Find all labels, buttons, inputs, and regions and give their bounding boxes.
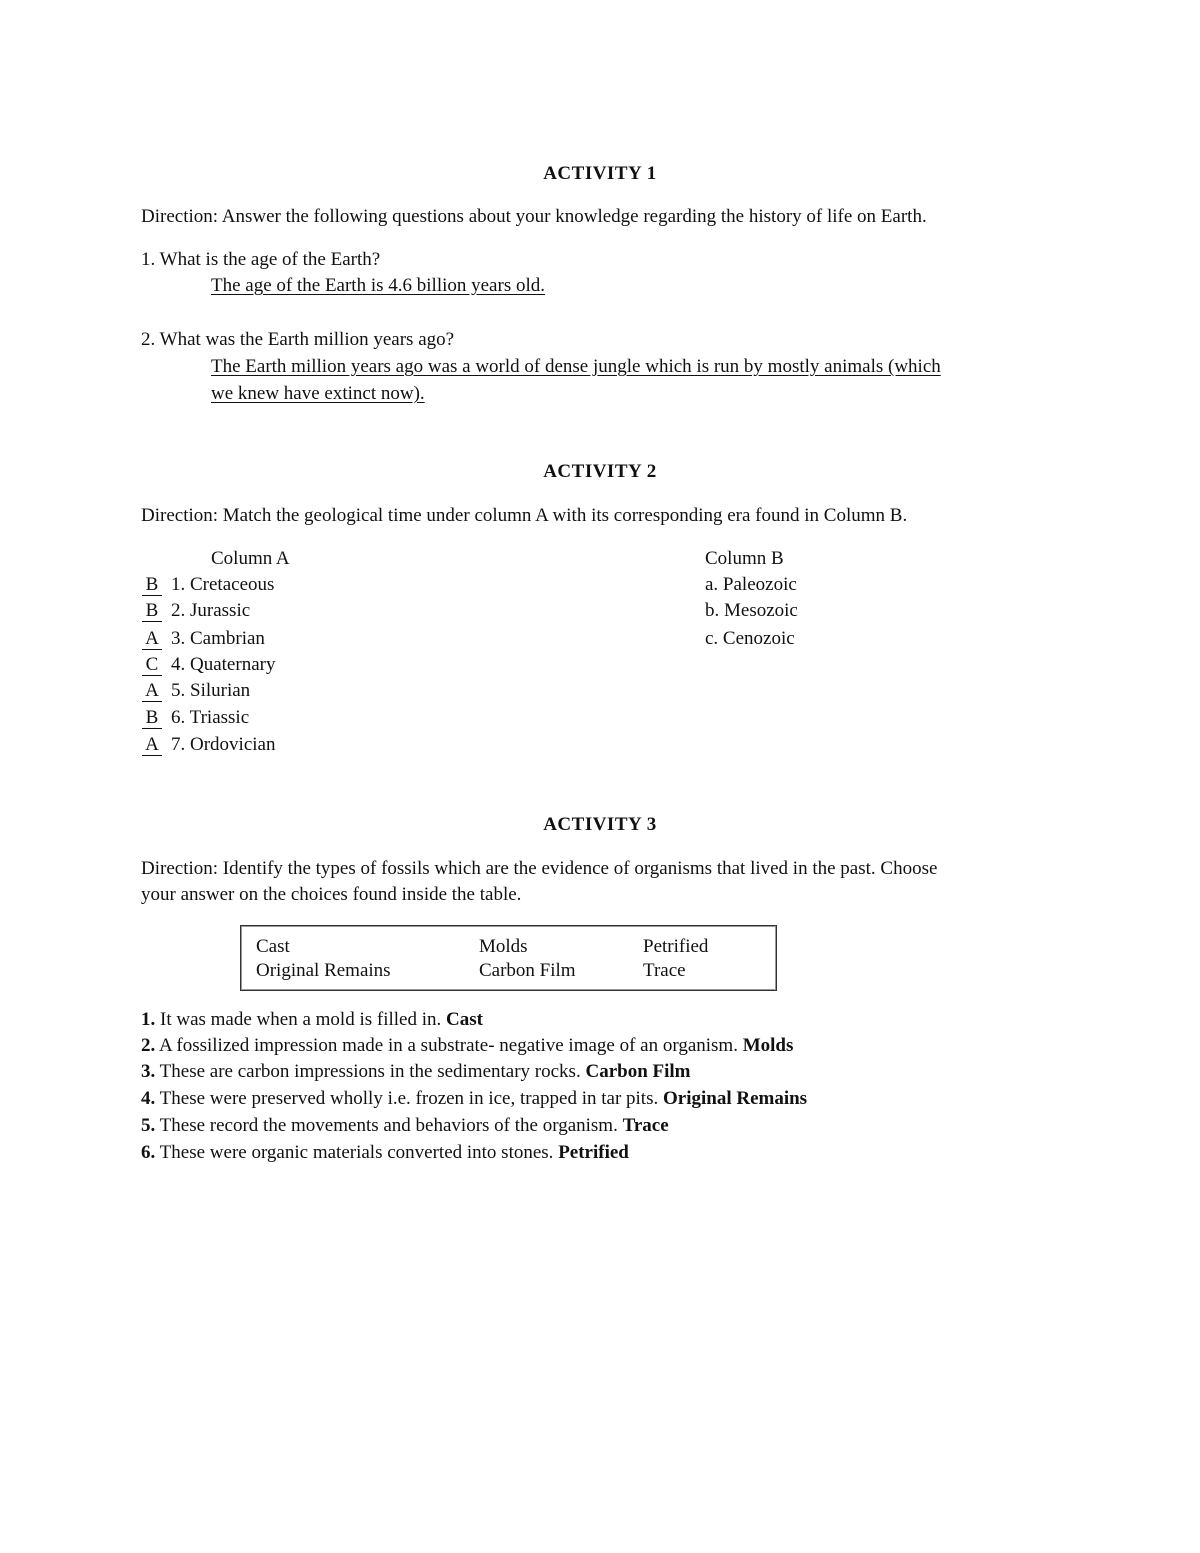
activity-3-heading: ACTIVITY 3 — [543, 814, 657, 835]
era-option: c. Cenozoic — [705, 628, 795, 649]
item-answer: Molds — [742, 1035, 794, 1056]
item-text: These are carbon impressions in the sedimentary rocks. — [159, 1061, 581, 1082]
activity-1-direction: Direction: Answer the following questions about your knowledge regarding the history of life on Earth. — [141, 206, 927, 227]
item-number: 3. — [141, 1061, 156, 1082]
item-number: 5. — [141, 1115, 156, 1136]
match-item-label: 5. Silurian — [171, 680, 251, 701]
answer-2-line-1: The Earth million years ago was a world of dense jungle which is run by mostly animals (which — [211, 356, 941, 377]
fossil-item — [141, 1007, 483, 1033]
match-item-label: 2. Jurassic — [171, 600, 251, 621]
match-item-label: 1. Cretaceous — [171, 574, 275, 595]
match-answer-blank: C — [142, 654, 162, 676]
item-number: 1. — [141, 1009, 156, 1030]
question-2: 2. What was the Earth million years ago? — [141, 329, 455, 350]
item-answer: Original Remains — [662, 1088, 808, 1109]
table-cell: Trace — [643, 960, 686, 981]
item-number: 6. — [141, 1142, 156, 1163]
fossil-item — [141, 1033, 793, 1059]
item-answer: Carbon Film — [585, 1061, 691, 1082]
activity-2-direction: Direction: Match the geological time under column A with its corresponding era found in Column B. — [141, 505, 908, 526]
item-answer: Trace — [622, 1115, 669, 1136]
match-item — [142, 678, 250, 704]
activity-3-direction-line-2: your answer on the choices found inside the table. — [141, 884, 522, 905]
table-cell: Original Remains — [256, 960, 391, 981]
match-item-label: 7. Ordovician — [171, 734, 276, 755]
table-cell: Petrified — [643, 936, 709, 957]
table-cell: Cast — [256, 936, 290, 957]
match-item — [142, 626, 265, 652]
table-cell: Carbon Film — [479, 960, 576, 981]
question-1: 1. What is the age of the Earth? — [141, 249, 381, 270]
activity-2-heading: ACTIVITY 2 — [543, 461, 657, 482]
fossil-item — [141, 1113, 669, 1139]
match-answer-blank: A — [142, 734, 162, 756]
answer-2-line-2: we knew have extinct now). — [211, 383, 425, 404]
item-number: 4. — [141, 1088, 156, 1109]
match-item — [142, 732, 275, 758]
column-a-header: Column A — [211, 548, 290, 569]
item-number: 2. — [141, 1035, 156, 1056]
match-item-label: 3. Cambrian — [171, 628, 265, 649]
match-item — [142, 598, 250, 624]
item-text: These were preserved wholly i.e. frozen in ice, trapped in tar pits. — [159, 1088, 659, 1109]
item-text: These were organic materials converted into stones. — [159, 1142, 554, 1163]
match-answer-blank: A — [142, 680, 162, 702]
activity-3-direction-line-1: Direction: Identify the types of fossils which are the evidence of organisms that lived in the past. Choose — [141, 858, 938, 879]
item-answer: Cast — [446, 1009, 483, 1030]
table-cell: Molds — [479, 936, 528, 957]
match-item-label: 4. Quaternary — [171, 654, 276, 675]
item-answer: Petrified — [558, 1142, 629, 1163]
activity-1-heading: ACTIVITY 1 — [543, 163, 657, 184]
fossil-item — [141, 1086, 807, 1112]
answer-1: The age of the Earth is 4.6 billion years old. — [211, 275, 545, 296]
item-text: These record the movements and behaviors of the organism. — [159, 1115, 618, 1136]
match-item — [142, 572, 274, 598]
era-option: b. Mesozoic — [705, 600, 798, 621]
match-item-label: 6. Triassic — [171, 707, 250, 728]
fossil-item — [141, 1059, 691, 1085]
match-answer-blank: B — [142, 574, 162, 596]
match-answer-blank: B — [142, 600, 162, 622]
match-answer-blank: A — [142, 628, 162, 650]
match-item — [142, 705, 249, 731]
fossil-item — [141, 1140, 629, 1166]
era-option: a. Paleozoic — [705, 574, 797, 595]
item-text: It was made when a mold is filled in. — [160, 1009, 442, 1030]
item-text: A fossilized impression made in a substrate- negative image of an organism. — [158, 1035, 738, 1056]
fossil-choices-table — [240, 925, 777, 991]
column-b-header: Column B — [705, 548, 784, 569]
match-item — [142, 652, 275, 678]
match-answer-blank: B — [142, 707, 162, 729]
